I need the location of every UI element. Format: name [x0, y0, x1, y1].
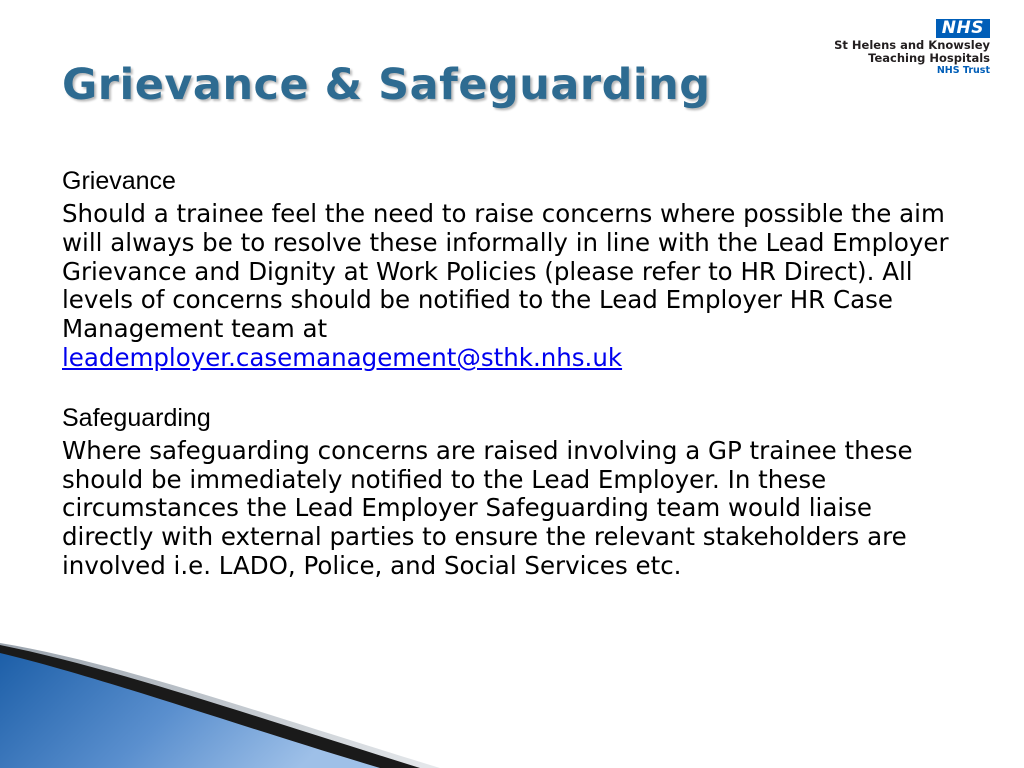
safeguarding-section	[62, 403, 962, 581]
logo-org-trust: NHS Trust	[936, 65, 990, 76]
logo-org-name-line1: St Helens and Knowsley	[834, 38, 990, 52]
grievance-paragraph	[62, 200, 962, 373]
nhs-trust-logo	[790, 18, 990, 77]
nhs-badge: NHS	[936, 19, 990, 38]
slide-content	[62, 166, 962, 581]
grievance-body-text: Should a trainee feel the need to raise concerns where possible the aim will always be to resolve these informally in line with the Lead Employer Grievance and Dignity at Work Policies (please refer to HR Direct). All levels of concerns should be notified to the Lead Employer HR Case Management team at	[62, 199, 949, 344]
grievance-section	[62, 166, 962, 373]
corner-swoosh-decoration	[0, 643, 440, 768]
safeguarding-heading: Safeguarding	[62, 403, 211, 432]
section-spacer	[62, 373, 962, 403]
slide-title: Grievance & Safeguarding	[62, 60, 711, 110]
case-management-email-link[interactable]: leademployer.casemanagement@sthk.nhs.uk	[62, 342, 623, 372]
logo-org-name-line2: Teaching Hospitals	[868, 51, 990, 65]
grievance-heading: Grievance	[62, 167, 176, 195]
safeguarding-paragraph: Where safeguarding concerns are raised involving a GP trainee these should be immediately notified to the Lead Employer. In these circumstances the Lead Employer Safeguarding team would liaise directly with external parties to ensure the relevant stakeholders are involved i.e. LADO, Police, and Social Services etc.	[62, 435, 913, 580]
